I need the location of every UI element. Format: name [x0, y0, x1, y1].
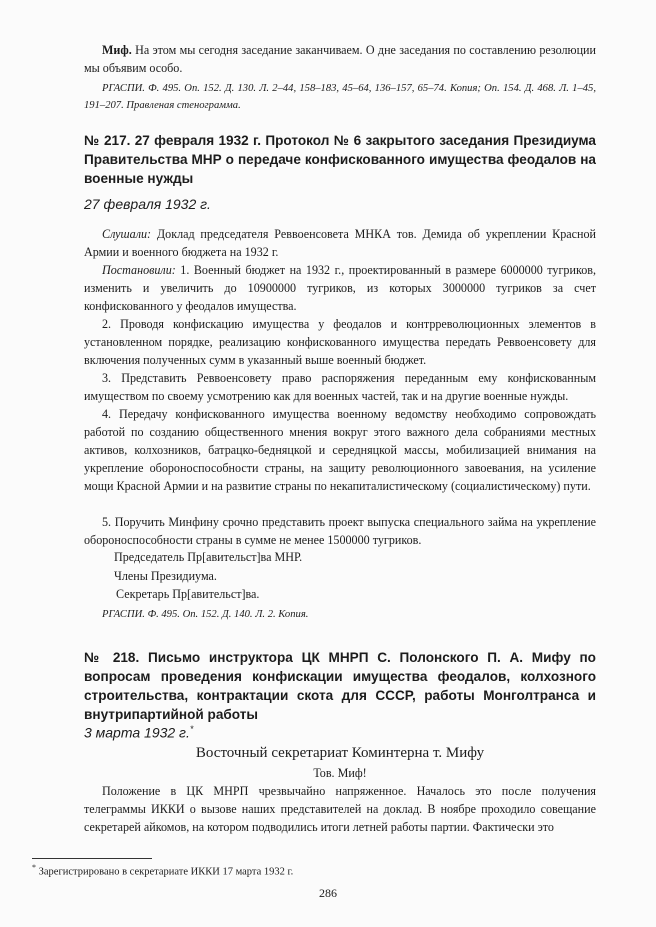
- doc218-salutation: Тов. Миф!: [313, 766, 367, 780]
- doc218-addressee: Восточный секретариат Коминтерна т. Мифу: [195, 745, 485, 761]
- doc217-source-note: РГАСПИ. Ф. 495. Оп. 152. Д. 140. Л. 2. Копия.: [102, 609, 309, 620]
- resolved-label: Постановили:: [102, 263, 176, 277]
- doc218-date-text: 3 марта 1932 г.: [84, 724, 190, 741]
- signature-members: Члены Президиума.: [114, 569, 217, 583]
- speaker-name: Миф.: [102, 43, 132, 57]
- footnote-mark: *: [32, 863, 36, 872]
- intro-paragraph: [84, 41, 596, 77]
- page-number: 286: [319, 886, 337, 900]
- footnote: [32, 861, 293, 880]
- doc217-resolved-item-1: [84, 261, 596, 315]
- signature-secretary: Секретарь Пр[авительст]ва.: [116, 587, 260, 601]
- doc217-date: 27 февраля 1932 г.: [84, 196, 211, 212]
- doc217-item-5: 5. Поручить Минфину срочно представить проект выпуска специального займа на укрепление обороноспособности страны в сумме не менее 1500000 тугриков.: [84, 515, 596, 547]
- heard-label: Слушали:: [102, 227, 152, 241]
- footnote-text: Зарегистрировано в секретариате ИККИ 17 марта 1932 г.: [36, 866, 294, 878]
- doc217-item-4: 4. Передачу конфискованного имущества военному ведомству необходимо сопровождать работой по созданию общественного мнения вокруг этого важного дела собраниями местных активов, колхозников, батрацко-бедняцкой и середняцкой массы, мобилизацией внимания на укрепление обороноспособности страны, на защиту революционного завоевания, на усиление мощи Красной Армии и на развитие страны по некапиталистическому (социалистическому) пути.: [84, 407, 596, 493]
- doc218-date: [84, 720, 193, 742]
- intro-source-note: РГАСПИ. Ф. 495. Оп. 152. Д. 130. Л. 2–44, 158–183, 45–64, 136–157, 65–74. Копия; Оп. 154. Д. 468. Л. 1–45, 191–207. Правленая стенограмма.: [84, 83, 596, 111]
- doc218-body: Положение в ЦК МНРП чрезвычайно напряженное. Началось это после получения телеграммы ИККИ о вызове наших представителей на доклад. В ноябре проходило совещание секретарей айкомов, на котором подводились итоги летней работы партии. Фактически это: [84, 784, 596, 834]
- intro-text: На этом мы сегодня заседание заканчиваем. О дне заседания по составлению резолюции мы объявим особо.: [84, 43, 596, 75]
- heard-text: Доклад председателя Реввоенсовета МНКА тов. Демида об укреплении Красной Армии и военного бюджета на 1932 г.: [84, 227, 596, 259]
- doc217-item-2: 2. Проводя конфискацию имущества у феодалов и контрреволюционных элементов в установленном порядке, реализацию конфискованного имущества передать Реввоенсовету для включения полученных сумм в указанный выше военный бюджет.: [84, 317, 596, 367]
- footnote-divider: [32, 858, 152, 859]
- doc218-heading: № 218. Письмо инструктора ЦК МНРП С. Полонского П. А. Мифу по вопросам проведения конфискации имущества феодалов, колхозного строительства, контрактации скота для СССР, работы Монголтранса и внутрипартийной работы: [84, 650, 596, 722]
- item-1-text: 1. Военный бюджет на 1932 г., проектированный в размере 6000000 тугриков, изменить и увеличить до 10900000 тугриков, из которых 3000000 тугриков за счет конфискованного у феодалов имущества.: [84, 263, 596, 313]
- signature-chairman: Председатель Пр[авительст]ва МНР.: [114, 550, 303, 564]
- doc217-heading: № 217. 27 февраля 1932 г. Протокол № 6 закрытого заседания Президиума Правительства МНР о передаче конфискованного имущества феодалов на военные нужды: [84, 133, 596, 186]
- doc217-heard: [84, 225, 596, 261]
- doc217-item-3: 3. Представить Реввоенсовету право распоряжения переданным ему конфискованным имуществом по своему усмотрению как для военных частей, так и на другие военные нужды.: [84, 371, 596, 403]
- doc218-footnote-mark: *: [189, 724, 194, 734]
